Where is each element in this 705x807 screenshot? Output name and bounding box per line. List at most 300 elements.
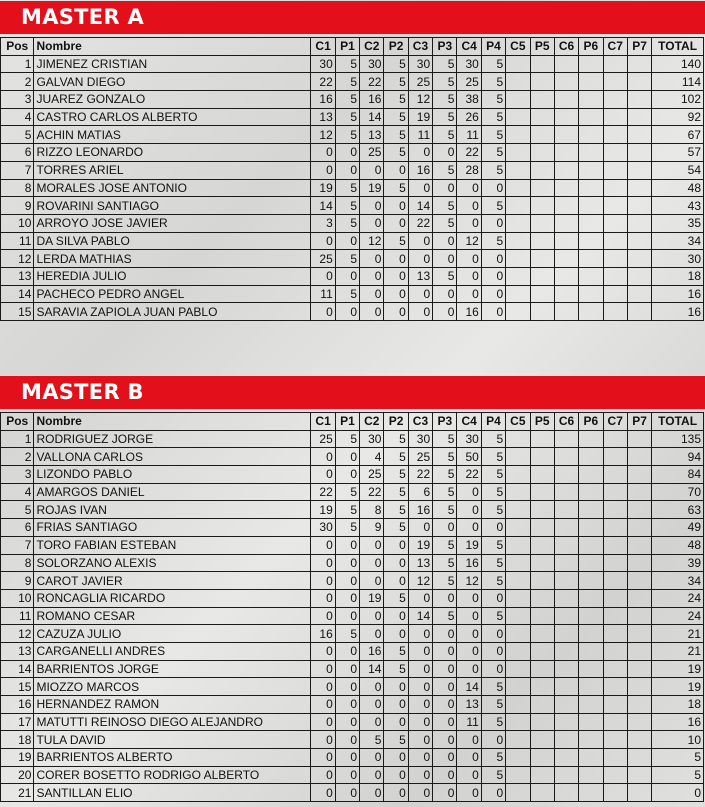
table-cell: 6 <box>408 483 432 501</box>
table-cell <box>506 144 530 162</box>
table-cell: MIOZZO MARCOS <box>34 678 311 696</box>
table-cell <box>579 519 603 537</box>
table-cell <box>579 161 603 179</box>
table-cell: 0 <box>360 713 384 731</box>
table-cell <box>603 214 627 232</box>
table-cell <box>579 607 603 625</box>
table-cell: 39 <box>652 554 704 572</box>
table-cell <box>554 285 578 303</box>
table-cell: 24 <box>652 589 704 607</box>
table-cell: 67 <box>652 126 704 144</box>
table-cell <box>603 430 627 448</box>
table-cell: 0 <box>433 731 457 749</box>
table-cell <box>627 784 651 802</box>
table-cell <box>554 607 578 625</box>
table-row <box>1 784 704 802</box>
table-cell: 0 <box>481 214 505 232</box>
table-cell: HEREDIA JULIO <box>34 267 311 285</box>
table-cell <box>530 572 554 590</box>
table-cell: 16 <box>652 713 704 731</box>
table-cell: 0 <box>335 589 359 607</box>
table-row <box>1 126 704 144</box>
table-cell: 5 <box>384 483 408 501</box>
table-cell: 5 <box>481 232 505 250</box>
table-cell: 14 <box>360 660 384 678</box>
table-cell: 0 <box>311 766 335 784</box>
table-cell: 0 <box>408 678 432 696</box>
table-cell: 11 <box>311 285 335 303</box>
table-cell: 5 <box>335 73 359 91</box>
table-cell: 0 <box>433 660 457 678</box>
table-cell: 5 <box>335 483 359 501</box>
table-cell <box>603 250 627 268</box>
table-cell <box>579 197 603 215</box>
table-cell: GALVAN DIEGO <box>34 73 311 91</box>
table-cell: 25 <box>311 430 335 448</box>
table-cell: BARRIENTOS ALBERTO <box>34 749 311 767</box>
table-cell <box>506 784 530 802</box>
table-cell: 5 <box>384 731 408 749</box>
table-cell: 5 <box>335 250 359 268</box>
table-cell: 0 <box>481 179 505 197</box>
table-cell <box>627 197 651 215</box>
table-cell: 0 <box>408 642 432 660</box>
table-cell: 0 <box>311 466 335 484</box>
table-cell: 0 <box>360 214 384 232</box>
table-cell: 43 <box>652 197 704 215</box>
table-cell: 0 <box>335 448 359 466</box>
table-cell: 5 <box>384 232 408 250</box>
column-header: P5 <box>530 38 554 56</box>
table-cell: 25 <box>311 250 335 268</box>
table-cell: 0 <box>335 642 359 660</box>
column-header: C7 <box>603 413 627 431</box>
table-cell <box>506 483 530 501</box>
table-cell <box>627 466 651 484</box>
table-cell: 5 <box>384 519 408 537</box>
table-cell <box>603 731 627 749</box>
table-cell: 1 <box>1 430 34 448</box>
table-cell: 5 <box>652 749 704 767</box>
table-cell: 0 <box>360 696 384 714</box>
table-cell: 5 <box>481 466 505 484</box>
table-cell: 5 <box>384 91 408 109</box>
table-cell: 0 <box>311 696 335 714</box>
table-cell: 16 <box>311 625 335 643</box>
table-cell: 22 <box>457 466 481 484</box>
table-cell <box>627 303 651 321</box>
table-cell: 5 <box>433 466 457 484</box>
table-cell <box>603 197 627 215</box>
table-cell: 16 <box>652 303 704 321</box>
table-cell <box>579 285 603 303</box>
table-row <box>1 607 704 625</box>
table-cell: 0 <box>457 607 481 625</box>
table-cell <box>579 784 603 802</box>
table-cell <box>506 766 530 784</box>
table-cell <box>579 554 603 572</box>
table-cell: 0 <box>335 554 359 572</box>
table-cell: 0 <box>384 214 408 232</box>
table-cell <box>554 108 578 126</box>
table-row <box>1 696 704 714</box>
table-cell: 0 <box>433 589 457 607</box>
table-cell: 5 <box>384 179 408 197</box>
table-cell <box>530 303 554 321</box>
table-cell: 5 <box>433 483 457 501</box>
table-cell: 22 <box>311 483 335 501</box>
table-cell: 5 <box>433 91 457 109</box>
table-cell: 14 <box>311 197 335 215</box>
table-cell <box>627 749 651 767</box>
column-header: C7 <box>603 38 627 56</box>
table-cell <box>530 501 554 519</box>
column-header: P3 <box>433 38 457 56</box>
table-cell: 0 <box>433 766 457 784</box>
table-cell: 9 <box>1 197 34 215</box>
table-cell: 63 <box>652 501 704 519</box>
standings-table <box>0 412 704 802</box>
table-cell <box>627 448 651 466</box>
table-cell <box>627 430 651 448</box>
column-header: C2 <box>360 38 384 56</box>
table-row <box>1 554 704 572</box>
table-cell: 5 <box>481 430 505 448</box>
table-cell: 5 <box>433 501 457 519</box>
table-cell: ROMANO CESAR <box>34 607 311 625</box>
table-cell: SANTILLAN ELIO <box>34 784 311 802</box>
table-cell: 10 <box>1 214 34 232</box>
table-body <box>1 55 704 320</box>
table-cell <box>506 126 530 144</box>
table-cell <box>579 232 603 250</box>
table-cell: 0 <box>311 607 335 625</box>
table-cell: 19 <box>1 749 34 767</box>
table-row <box>1 660 704 678</box>
table-cell: 84 <box>652 466 704 484</box>
table-cell: 102 <box>652 91 704 109</box>
table-cell <box>506 696 530 714</box>
column-header: P6 <box>579 38 603 56</box>
table-cell: 0 <box>433 642 457 660</box>
table-cell <box>627 73 651 91</box>
table-cell <box>530 55 554 73</box>
table-cell: 0 <box>433 678 457 696</box>
table-cell: 14 <box>360 108 384 126</box>
column-header: Pos <box>1 38 34 56</box>
table-cell: 5 <box>335 625 359 643</box>
table-cell: 16 <box>408 161 432 179</box>
table-cell: 14 <box>1 285 34 303</box>
table-cell: 57 <box>652 144 704 162</box>
table-cell <box>530 766 554 784</box>
table-cell <box>579 589 603 607</box>
table-cell: 5 <box>433 536 457 554</box>
table-cell: 7 <box>1 536 34 554</box>
table-cell <box>506 466 530 484</box>
table-cell: 5 <box>433 607 457 625</box>
table-cell: 5 <box>433 197 457 215</box>
table-cell: 0 <box>311 161 335 179</box>
table-cell: 0 <box>335 536 359 554</box>
table-cell: 5 <box>481 161 505 179</box>
table-cell <box>603 607 627 625</box>
section-title: MASTER B <box>0 376 705 409</box>
table-cell <box>554 144 578 162</box>
table-cell: 0 <box>360 554 384 572</box>
table-body <box>1 430 704 801</box>
table-cell: 0 <box>457 589 481 607</box>
table-cell <box>506 214 530 232</box>
table-cell: 0 <box>360 678 384 696</box>
table-cell: 12 <box>408 91 432 109</box>
table-cell <box>627 267 651 285</box>
table-cell <box>530 161 554 179</box>
table-cell <box>579 501 603 519</box>
table-cell: 0 <box>457 625 481 643</box>
table-cell <box>603 589 627 607</box>
table-cell: 0 <box>408 696 432 714</box>
table-cell <box>627 696 651 714</box>
table-cell: 4 <box>360 448 384 466</box>
table-cell <box>530 483 554 501</box>
table-cell: 0 <box>335 713 359 731</box>
table-cell: 35 <box>652 214 704 232</box>
table-cell: 0 <box>457 519 481 537</box>
table-cell <box>603 232 627 250</box>
table-cell <box>627 572 651 590</box>
table-cell: 15 <box>1 303 34 321</box>
table-cell <box>506 589 530 607</box>
table-cell: 0 <box>384 267 408 285</box>
table-cell: 0 <box>457 285 481 303</box>
table-cell <box>506 519 530 537</box>
table-cell <box>603 501 627 519</box>
table-row <box>1 536 704 554</box>
table-cell: 5 <box>384 466 408 484</box>
table-cell: 22 <box>360 73 384 91</box>
table-cell: 18 <box>652 267 704 285</box>
table-cell: 50 <box>457 448 481 466</box>
table-cell <box>603 267 627 285</box>
table-cell <box>506 285 530 303</box>
table-row <box>1 519 704 537</box>
table-row <box>1 572 704 590</box>
table-cell: 14 <box>457 678 481 696</box>
table-cell: 5 <box>481 766 505 784</box>
table-cell <box>603 572 627 590</box>
table-cell: 25 <box>360 144 384 162</box>
table-cell: 0 <box>457 731 481 749</box>
table-cell <box>506 161 530 179</box>
table-cell: 12 <box>360 232 384 250</box>
table-cell <box>603 483 627 501</box>
table-cell: 0 <box>433 749 457 767</box>
table-cell <box>506 749 530 767</box>
table-cell <box>579 536 603 554</box>
table-cell: LERDA MATHIAS <box>34 250 311 268</box>
table-cell <box>579 108 603 126</box>
table-cell <box>506 448 530 466</box>
table-cell: 0 <box>457 660 481 678</box>
column-header: Nombre <box>34 38 311 56</box>
table-cell: CORER BOSETTO RODRIGO ALBERTO <box>34 766 311 784</box>
table-cell: 5 <box>384 430 408 448</box>
table-cell <box>530 285 554 303</box>
table-cell: HERNANDEZ RAMON <box>34 696 311 714</box>
table-cell: ROJAS IVAN <box>34 501 311 519</box>
table-cell <box>627 483 651 501</box>
table-cell: 6 <box>1 144 34 162</box>
table-cell: 5 <box>433 214 457 232</box>
table-cell: 13 <box>1 642 34 660</box>
table-cell <box>530 430 554 448</box>
table-cell: 0 <box>360 161 384 179</box>
column-header: C4 <box>457 38 481 56</box>
table-cell <box>554 784 578 802</box>
table-cell <box>603 625 627 643</box>
table-cell: 5 <box>481 572 505 590</box>
table-cell: 19 <box>652 678 704 696</box>
table-cell: 0 <box>360 250 384 268</box>
table-cell: 9 <box>1 572 34 590</box>
column-header: C2 <box>360 413 384 431</box>
table-cell: 0 <box>335 572 359 590</box>
table-cell: 0 <box>335 766 359 784</box>
table-cell: 7 <box>1 161 34 179</box>
table-cell: 22 <box>408 466 432 484</box>
table-cell: 0 <box>335 731 359 749</box>
table-cell <box>579 214 603 232</box>
table-cell <box>554 519 578 537</box>
table-cell: 135 <box>652 430 704 448</box>
table-cell: 38 <box>457 91 481 109</box>
table-cell: 5 <box>481 448 505 466</box>
table-cell: 2 <box>1 73 34 91</box>
table-cell <box>530 126 554 144</box>
table-cell: 0 <box>652 784 704 802</box>
column-header: C6 <box>554 413 578 431</box>
table-cell <box>603 713 627 731</box>
column-header: TOTAL <box>652 413 704 431</box>
table-cell: 0 <box>481 303 505 321</box>
table-row <box>1 250 704 268</box>
table-cell <box>579 126 603 144</box>
table-cell: 5 <box>481 197 505 215</box>
table-cell: ROVARINI SANTIAGO <box>34 197 311 215</box>
table-cell <box>579 731 603 749</box>
table-cell: 0 <box>335 232 359 250</box>
table-cell: 0 <box>360 607 384 625</box>
table-cell: 1 <box>1 55 34 73</box>
table-cell: 0 <box>384 197 408 215</box>
table-cell <box>627 285 651 303</box>
table-cell <box>579 625 603 643</box>
table-cell: 34 <box>652 232 704 250</box>
table-cell: 0 <box>481 625 505 643</box>
table-cell <box>506 232 530 250</box>
table-cell: 0 <box>384 572 408 590</box>
table-cell <box>554 55 578 73</box>
table-cell <box>627 179 651 197</box>
table-cell <box>603 660 627 678</box>
table-cell <box>627 713 651 731</box>
table-cell: 5 <box>335 126 359 144</box>
table-cell: 5 <box>433 430 457 448</box>
table-cell: 0 <box>335 466 359 484</box>
table-cell: 0 <box>433 179 457 197</box>
table-cell: 34 <box>652 572 704 590</box>
column-header: C1 <box>311 38 335 56</box>
table-cell <box>627 501 651 519</box>
table-cell: 13 <box>457 696 481 714</box>
table-cell: SARAVIA ZAPIOLA JUAN PABLO <box>34 303 311 321</box>
table-cell: ACHIN MATIAS <box>34 126 311 144</box>
table-cell <box>554 696 578 714</box>
table-cell: 5 <box>433 161 457 179</box>
section-master-a <box>0 1 705 321</box>
table-cell: 0 <box>408 713 432 731</box>
table-cell <box>506 607 530 625</box>
column-header: P2 <box>384 38 408 56</box>
table-cell: 0 <box>335 144 359 162</box>
column-header: TOTAL <box>652 38 704 56</box>
table-cell <box>603 303 627 321</box>
table-row <box>1 161 704 179</box>
table-cell: 3 <box>311 214 335 232</box>
table-cell: VALLONA CARLOS <box>34 448 311 466</box>
table-cell <box>627 144 651 162</box>
table-cell: 0 <box>335 678 359 696</box>
table-cell: 0 <box>433 232 457 250</box>
table-cell: 5 <box>335 108 359 126</box>
table-cell: 12 <box>1 625 34 643</box>
table-cell: RODRIGUEZ JORGE <box>34 430 311 448</box>
table-cell: 5 <box>1 126 34 144</box>
table-cell: 19 <box>408 536 432 554</box>
table-cell: 5 <box>384 126 408 144</box>
table-cell: 0 <box>457 642 481 660</box>
column-header: Pos <box>1 413 34 431</box>
table-cell <box>554 660 578 678</box>
table-row <box>1 197 704 215</box>
table-cell: 14 <box>408 607 432 625</box>
table-cell: 0 <box>360 303 384 321</box>
table-cell: 19 <box>652 660 704 678</box>
table-cell: 0 <box>408 232 432 250</box>
table-cell <box>579 572 603 590</box>
table-cell: 15 <box>1 678 34 696</box>
table-cell: 5 <box>481 55 505 73</box>
table-cell: JIMENEZ CRISTIAN <box>34 55 311 73</box>
table-cell: 0 <box>457 784 481 802</box>
table-cell: SOLORZANO ALEXIS <box>34 554 311 572</box>
table-cell <box>506 536 530 554</box>
table-cell: 20 <box>1 766 34 784</box>
table-cell: 0 <box>433 713 457 731</box>
table-row <box>1 430 704 448</box>
table-cell <box>603 108 627 126</box>
table-cell <box>627 232 651 250</box>
table-cell: 5 <box>481 91 505 109</box>
table-cell <box>579 267 603 285</box>
table-cell: 11 <box>1 232 34 250</box>
column-header: C1 <box>311 413 335 431</box>
table-cell: 5 <box>433 55 457 73</box>
table-cell: 5 <box>481 713 505 731</box>
table-cell <box>603 285 627 303</box>
table-cell <box>530 554 554 572</box>
